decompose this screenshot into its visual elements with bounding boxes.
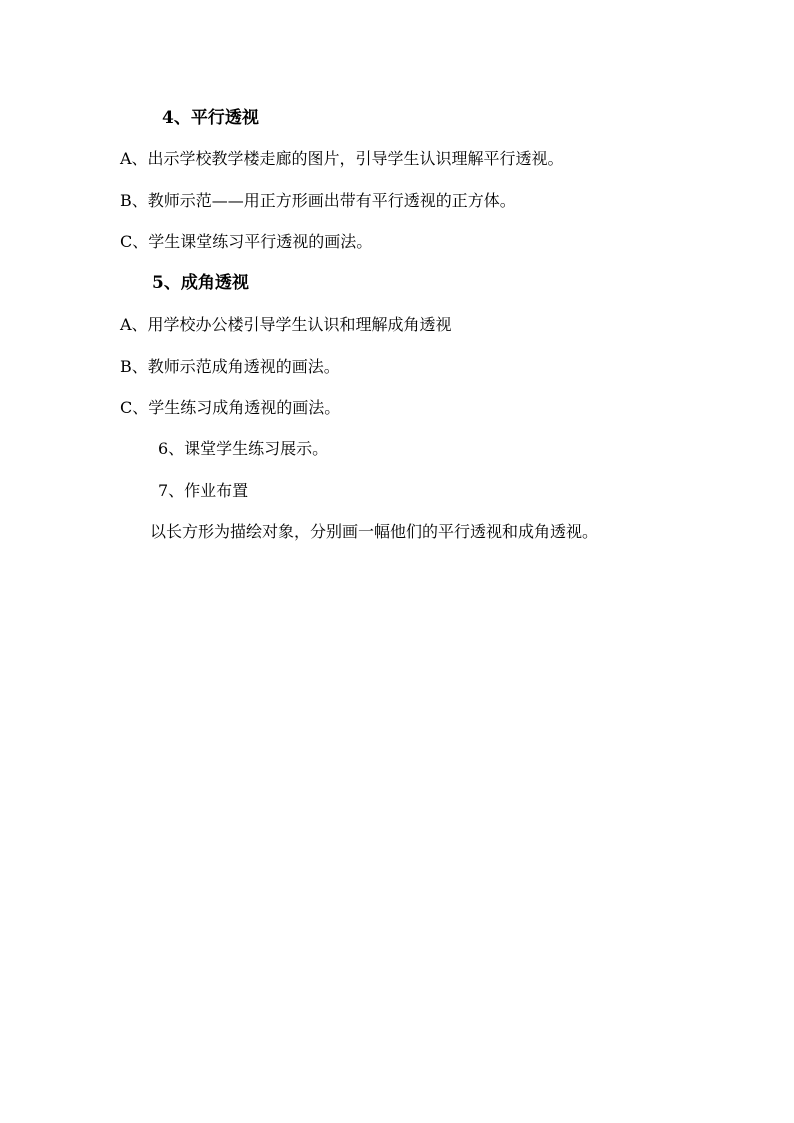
section-heading-parallel-perspective: 4、平行透视 — [162, 108, 259, 128]
text-line-homework-task: 以长方形为描绘对象，分别画一幅他们的平行透视和成角透视。 — [150, 522, 599, 541]
section-heading-angular-perspective: 5、成角透视 — [152, 273, 249, 293]
text-line-b-teacher-demo-angular: B、教师示范成角透视的画法。 — [120, 357, 340, 376]
text-line-a-office-building: A、用学校办公楼引导学生认识和理解成角透视 — [120, 315, 452, 334]
text-line-a-corridor-image: A、出示学校教学楼走廊的图片，引导学生认识理解平行透视。 — [120, 149, 564, 168]
text-line-student-showcase: 6、课堂学生练习展示。 — [158, 439, 329, 458]
text-line-homework-heading: 7、作业布置 — [158, 481, 249, 500]
text-line-c-angular-practice: C、学生练习成角透视的画法。 — [120, 398, 341, 417]
text-line-b-teacher-demo-cube: B、教师示范——用正方形画出带有平行透视的正方体。 — [120, 191, 516, 210]
text-line-c-parallel-practice: C、学生课堂练习平行透视的画法。 — [120, 232, 373, 251]
